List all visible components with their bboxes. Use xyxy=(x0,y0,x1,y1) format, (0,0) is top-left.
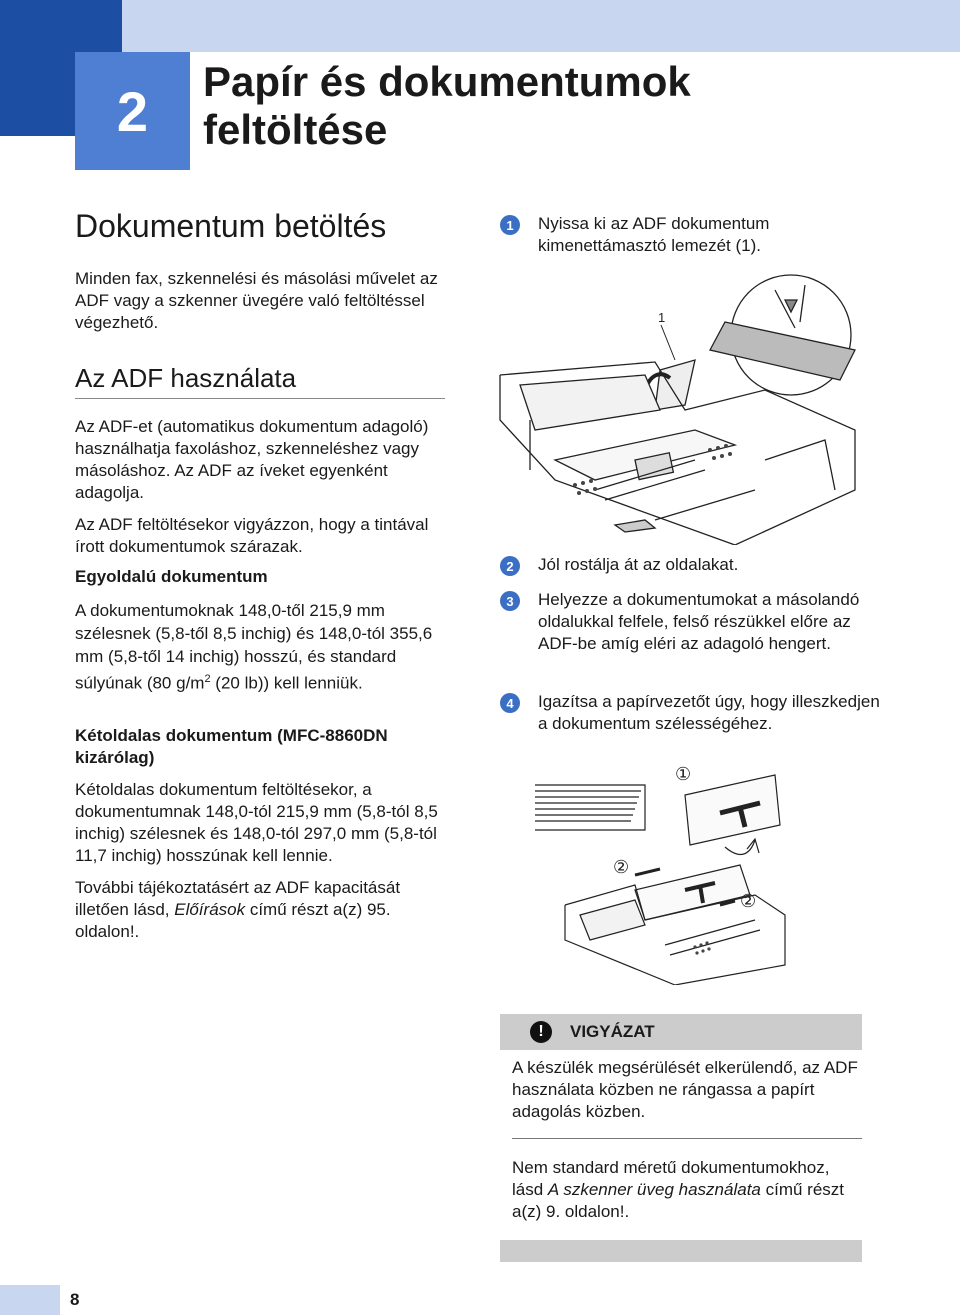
adf-heading: Az ADF használata xyxy=(75,363,297,393)
chapter-title: Papír és dokumentumok feltöltése xyxy=(203,58,691,153)
figure1-callout: 1 xyxy=(658,310,666,325)
section-intro: Minden fax, szkennelési és másolási művelet az ADF vagy a szkenner üvegére való feltöltéssel végezhető. xyxy=(75,269,438,332)
caution-header xyxy=(500,1014,862,1050)
more-info: További tájékoztatásért az ADF kapacitását illetően lásd, Előírások című részt a(z) 95. oldalon!. xyxy=(75,878,401,941)
section-title: Dokumentum betöltés xyxy=(75,208,387,244)
step-text: Helyezze a dokumentumokat a másolandó oldalukkal felfele, felső részükkel előre az ADF-be amíg eléri az adagoló hengert. xyxy=(538,590,860,653)
step-2 xyxy=(500,554,880,576)
figure2-callout-2b: ② xyxy=(740,891,757,912)
chapter-number: 2 xyxy=(116,79,149,143)
figure2-callout-2a: ② xyxy=(613,857,630,878)
page-number: 8 xyxy=(70,1290,80,1309)
caution-rule xyxy=(512,1138,862,1139)
step-badge: 4 xyxy=(500,693,520,713)
header-band xyxy=(122,0,960,52)
duplex-heading: Kétoldalas dokumentum (MFC-8860DN kizárólag) xyxy=(75,726,388,767)
adf-para1: Az ADF-et (automatikus dokumentum adagoló) használhatja faxoláshoz, szkenneléshez vagy másoláshoz. Az ADF az íveket egyenként adagolja. xyxy=(75,417,429,502)
step-text: Jól rostálja át az oldalakat. xyxy=(538,555,739,574)
single-heading: Egyoldalú dokumentum xyxy=(75,567,268,586)
step-1 xyxy=(500,213,880,257)
step-badge: 3 xyxy=(500,591,520,611)
link-szkenner-uveg[interactable]: A szkenner üveg használata xyxy=(547,1180,761,1199)
document-loading-illustration xyxy=(525,765,795,985)
step-badge: 2 xyxy=(500,556,520,576)
footer-band xyxy=(0,1285,60,1315)
heading-rule xyxy=(75,398,445,399)
adf-para2: Az ADF feltöltésekor vigyázzon, hogy a tintával írott dokumentumok szárazak. xyxy=(75,515,429,556)
adf-printer-illustration xyxy=(495,270,865,545)
figure2-callout-1: ① xyxy=(675,765,692,785)
caution-title: VIGYÁZAT xyxy=(570,1022,655,1041)
step-text: Nyissa ki az ADF dokumentum kimenettámasztó lemezét (1). xyxy=(538,214,770,255)
step-3 xyxy=(500,589,880,655)
step-4 xyxy=(500,691,880,735)
step-badge: 1 xyxy=(500,215,520,235)
step-text: Igazítsa a papírvezetőt úgy, hogy illeszkedjen a dokumentum szélességéhez. xyxy=(538,692,880,733)
single-text: A dokumentumoknak 148,0-től 215,9 mm szélesnek (5,8-től 8,5 inchig) és 148,0-tól 355,6 mm (5,8-től 14 inchig) hosszú, és standard súlyúnak (80 $g/m^2$ (20 lb)) kell lenniük. xyxy=(75,601,433,693)
caution-text: A készülék megsérülését elkerülendő, az ADF használata közben ne rángassa a papírt adagolás közben. xyxy=(512,1058,858,1121)
chapter-number-box xyxy=(75,52,190,170)
link-eloirasok[interactable]: Előírások xyxy=(174,900,246,919)
warning-icon: ! xyxy=(530,1021,552,1043)
duplex-text: Kétoldalas dokumentum feltöltésekor, a dokumentumnak 148,0-tól 215,9 mm (5,8-tól 8,5 inchig) szélesnek és 148,0-tól 297,0 mm (5,8-tól 11,7 inchig) hosszúnak kell lennie. xyxy=(75,780,438,865)
note-bar xyxy=(500,1240,862,1262)
note-text: Nem standard méretű dokumentumokhoz, lásd A szkenner üveg használata című részt a(z) 9. oldalon!. xyxy=(512,1158,844,1221)
